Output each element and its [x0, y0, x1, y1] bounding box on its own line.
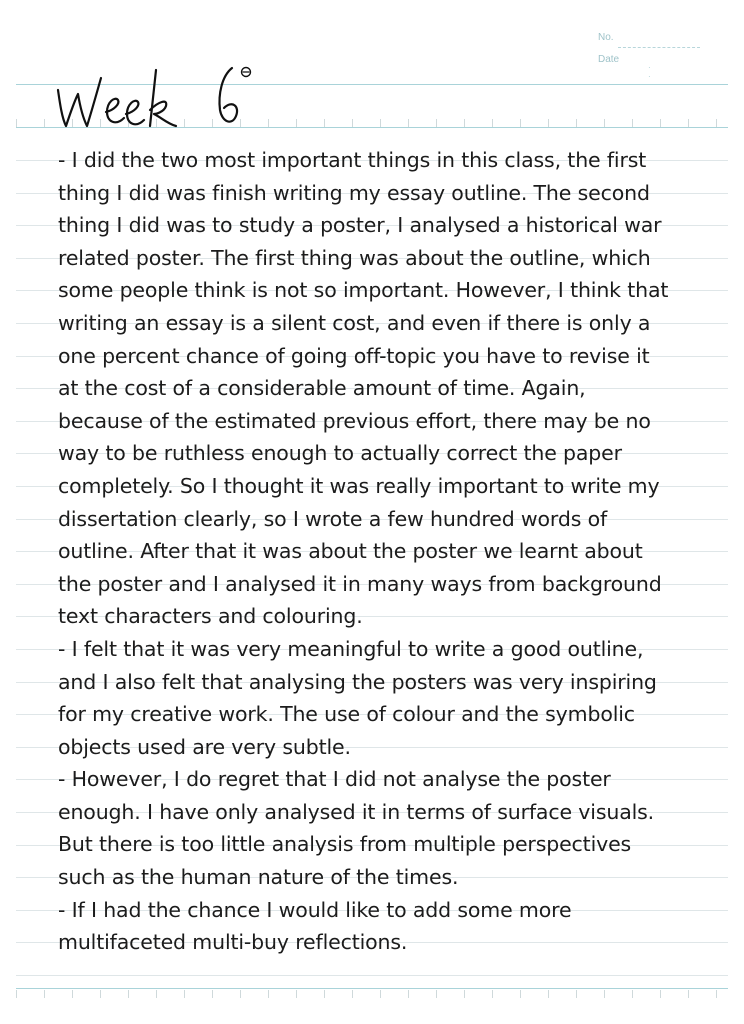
ruled-line: [16, 975, 728, 976]
paragraph: - I did the two most important things in this class, the first thing I did was finish writing my essay outline. The second thing I did was to study a poster, I analysed a historical war related poster. The first thing was about the outline, which some people think is not so important. However, I think that writing an essay is a silent cost, and even if there is only a one percent chance of going off-topic you have to revise it at the cost of a considerable amount of time. Again, because of the estimated previous effort, there may be no way to be ruthless enough to actually correct the paper completely. So I thought it was really important to write my dissertation clearly, so I wrote a few hundred words of outline. After that it was about the poster we learnt about the poster and I analysed it in many ways from background text characters and colouring.: [58, 148, 669, 629]
number-line: [618, 47, 700, 48]
date-label: Date: [598, 54, 620, 65]
handwritten-title: [52, 60, 262, 132]
bottom-tick-marks: [16, 990, 728, 998]
paragraph: - If I had the chance I would like to add some more multifaceted multi-buy reflections.: [58, 897, 572, 955]
date-field: [598, 54, 700, 81]
paragraph: - I felt that it was very meaningful to write a good outline, and I also felt that analysing the posters was very inspiring for my creative work. The use of colour and the symbolic objects used are very subtle.: [58, 636, 657, 759]
number-label: No.: [598, 32, 614, 43]
bottom-rule-1: [16, 988, 728, 989]
number-field: [598, 32, 700, 54]
header-fields: [598, 32, 700, 81]
paragraph: - However, I do regret that I did not analyse the poster enough. I have only analysed it in terms of surface visuals. But there is too little analysis from multiple perspectives such as the human nature of the times.: [58, 767, 655, 890]
date-dots: · ·: [648, 63, 677, 81]
journal-body: [58, 144, 670, 959]
